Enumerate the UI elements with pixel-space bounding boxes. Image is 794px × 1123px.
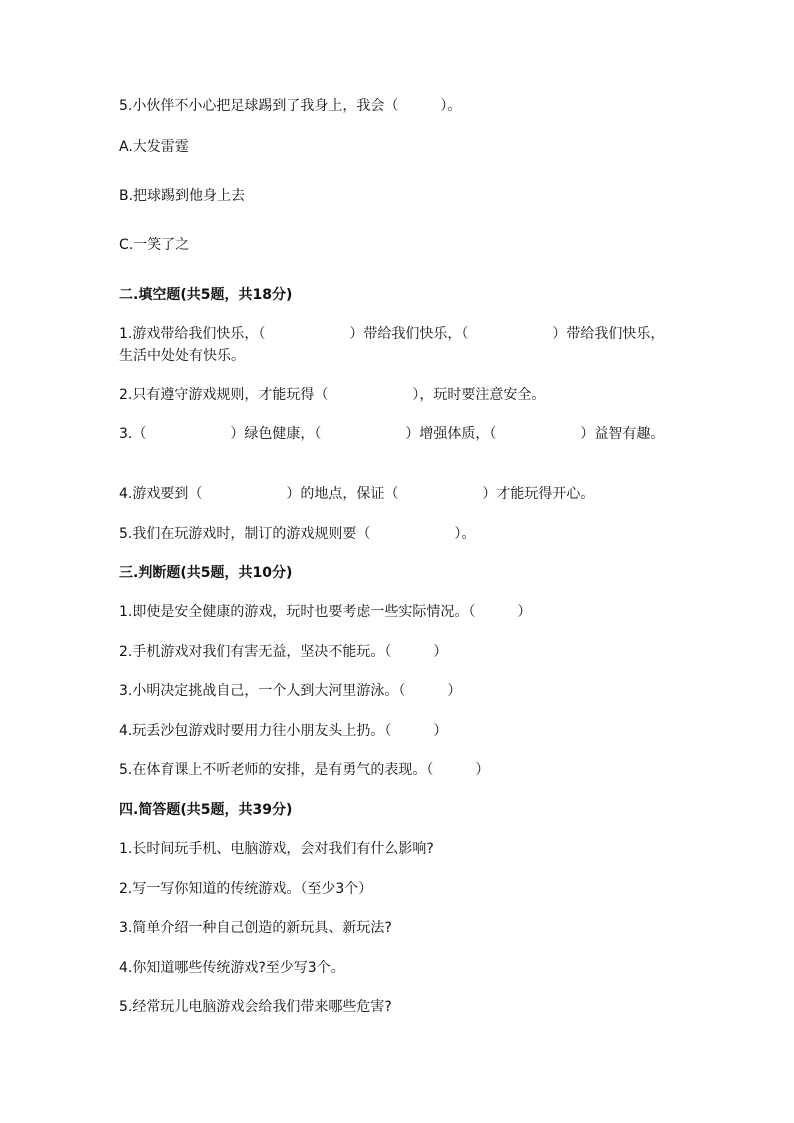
judge-question-3: 3.小明决定挑战自己，一个人到大河里游泳。（ ） — [119, 683, 462, 699]
fill-question-5: 5.我们在玩游戏时，制订的游戏规则要（ ）。 — [119, 526, 476, 542]
fill-question-3: 3.（ ）绿色健康，（ ）增强体质，（ ）益智有趣。 — [119, 426, 665, 442]
option-a: A.大发雷霆 — [119, 139, 189, 155]
section-heading-true-false: 三.判断题(共5题，共10分) — [119, 565, 293, 581]
short-question-5: 5.经常玩儿电脑游戏会给我们带来哪些危害? — [119, 999, 392, 1015]
section-heading-fill-in: 二.填空题(共5题，共18分) — [119, 287, 293, 303]
fill-question-4: 4.游戏要到（ ）的地点，保证（ ）才能玩得开心。 — [119, 486, 595, 502]
judge-question-4: 4.玩丢沙包游戏时要用力往小朋友头上扔。（ ） — [119, 723, 448, 739]
fill-question-2: 2.只有遵守游戏规则，才能玩得（ ），玩时要注意安全。 — [119, 387, 546, 403]
section-heading-short-answer: 四.简答题(共5题，共39分) — [119, 802, 293, 818]
short-question-1: 1.长时间玩手机、电脑游戏，会对我们有什么影响? — [119, 841, 434, 857]
fill-question-1: 1.游戏带给我们快乐，（ ）带给我们快乐，（ ）带给我们快乐，生活中处处有快乐。 — [119, 326, 665, 364]
short-question-2: 2.写一写你知道的传统游戏。（至少3个） — [119, 881, 373, 897]
judge-question-2: 2.手机游戏对我们有害无益，坚决不能玩。（ ） — [119, 644, 448, 660]
option-c: C.一笑了之 — [119, 237, 190, 253]
option-b: B.把球踢到他身上去 — [119, 188, 246, 204]
judge-question-1: 1.即使是安全健康的游戏，玩时也要考虑一些实际情况。（ ） — [119, 604, 532, 620]
short-question-4: 4.你知道哪些传统游戏?至少写3个。 — [119, 960, 345, 976]
question-choice-5: 5.小伙伴不小心把足球踢到了我身上，我会（ ）。 — [119, 98, 462, 114]
short-question-3: 3.简单介绍一种自己创造的新玩具、新玩法? — [119, 920, 392, 936]
judge-question-5: 5.在体育课上不听老师的安排，是有勇气的表现。（ ） — [119, 762, 490, 778]
